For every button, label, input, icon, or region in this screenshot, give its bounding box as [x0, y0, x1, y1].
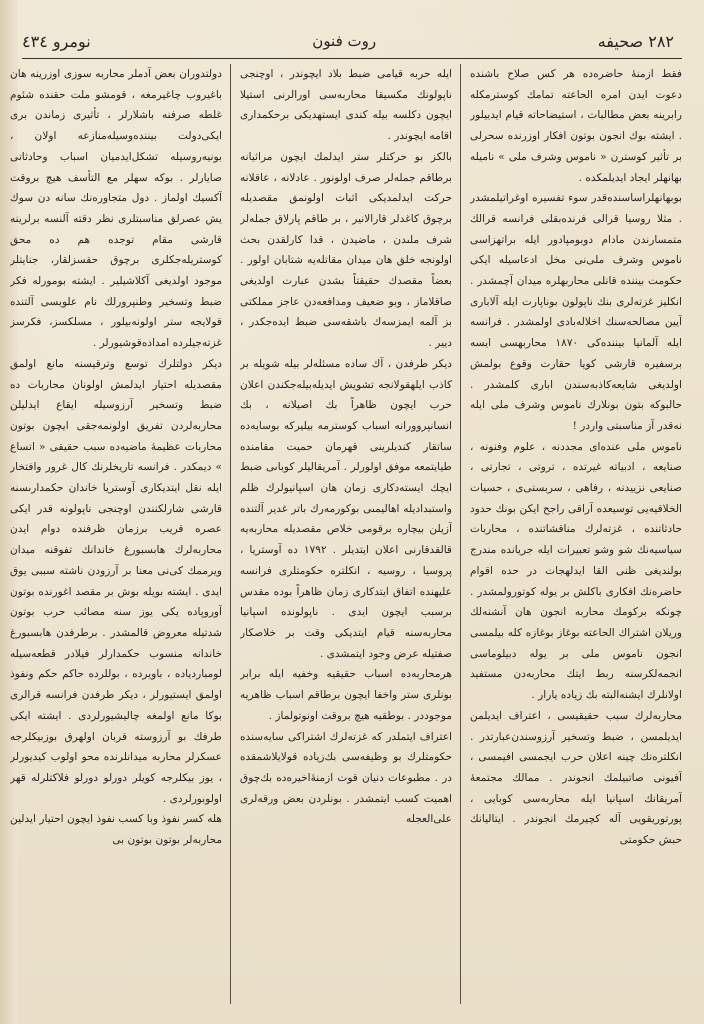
column-divider	[460, 64, 461, 1004]
text-columns	[10, 64, 682, 1004]
column-divider	[230, 64, 231, 1004]
paragraph: ديكر دولتلرك توسع وترقيسنه مانع اولمق مقصديله احتيار ايدلمش اولونان محاربات ده ضبط وتسخير آرزوسيله ايقاع ايدليلن محاربه‌لردن تفريق اولونمه‌جقى ايچون بوتون محاربات عظيمهٔ ماضيه‌ده سبب حقيقى « اتساع » ديمكدر . فرانسه تاريخلرنك كال غرور وافتخار ايله نقل ايتديكارى آوستريا خاندان حكمدارىسنه قارشى شارلكنندن اوچنجى ناپولونه قدر ايكى عصره قريب برزمان ظرفنده دوام ايدن محاربه‌لرك هابسبورغ خاندانك تفوقنه ميدان ويرممك كى‌نى معنا بر آرزودن ناشته سببى يوق ايدى . ايشته بويله بوش بر مقصد اغورنده بوتون آوروپاده يكى يوز سنه مصائب حرب بوتون شدتيله معروض قالمشدر . برطرفدن هابسبورغ خاندانه منسوب حكمدارلر فيلادر قطعه‌سيله لومباردياده ، باويرده ، بوللرده حاكم حكم ونفوذ اولمق ايستيورلر ، ديكر طرفدن فرانسه قرالرى بوكا مانع اولمغه چاليشيورلردى . ايشته ايكى طرفك بو آرزوسته قربان اولهرق بوزبيكلرجه عسكرلر محاربه ميدانلرنده محو اولوب كيديورلر ، يوز بيكلرجه كويلر دورلو دورلو فلاكتلرله قهر اولوبورلردى .	[10, 357, 222, 805]
journal-title: روت فنون	[312, 32, 377, 50]
paragraph: بالكز بو حركتلر ستر ايدلمك ايچون مراثيانه برطاقم جمله‌لر صرف اولونور . عادلانه ، عاقلانه حركت ايدلمديكى اثبات اولونمق مقصديله برچوق كاغدلر قارالانير ، بر طاقم پارلاق جمله‌لر شرف ملىدن ، ماضيدن ، قدا كارلقدن بحث اولونجه خلق هان ميدان مقاتله‌يه شتابان اولور . بعضاً مقصدك حقيقتاً بشدن عبارت اولديغى صاقلاماز ، وبو ضعيف ومدافعه‌دن عاجز مملكتى بز آلمه ايمزسه‌ك باشقه‌سى ضبط ايده‌جكدر ، ديير .	[240, 150, 452, 350]
paragraph: ديكر طرفدن ، آك ساده مسئله‌لر بيله شويله بر كاذب ايلهقولانجه تشويش ايديله‌بيله‌جكندن اعلان حرب ايچون ظاهراً بك اصيلانه ، بك انسانپروورانه اسباب كوسترمه بيليركه بوسايه‌ده ساتقار كنديلرينى قهرمان حميت مقامنده طيايتمعه موفق اولورلر . آمريقاليلر كوباىى ضبط ايچك ايسته‌دكارى زمان هان اسپانيولرك ظلم واستبداديله اهاليمىى بوكورمه‌رك باتر غدير آلتنده آزيلن بيچاره برقومى خلاص مقصديله محاربه‌يه قالقدقارنى اعلان ايتديلر . ١٧٩٢ ده آوستريا ، پروسيا ، روسيه ، انكلتره حكومتلرى فرانسه عليهنده اتفاق ايتدكارى زمان ظاهراً بوده مقدس برسبب ايچون ايدى . ناپولونده اسپانيا محاربه‌سنه قيام ايتديكى وقت بر خلاصكار صفتيله عرض وجود ايتمشدى .	[240, 357, 452, 660]
page-number: ٢٨٢ صحيفه	[597, 31, 674, 51]
paragraph: ايله حربه قيامى ضبط بلاد ايچوندر ، اوچنجى ناپولونك مكسيقا محاربه‌سى اورالرنى استيلا ايچون دكلسه بيله كندى ايستهديكى برحكمدارى اقامه ايچوندر .	[240, 68, 452, 143]
paragraph: اعتراف ايتملدر كه غزته‌لرك اشتراكى سايه‌سنده حكومتلرك بو وظيفه‌سى بك‌زياده قولايلاشمقده در . مطبوعات دنيان قوت ازمنهٔ‌اخيره‌ده بك‌چوق اهميت كسب ايتمشدر . بونلردن بعض ورقه‌لرى على‌العجله	[240, 730, 452, 826]
paragraph: هله كسر نفوذ وبا كسب نفوذ ايچون احتيار ايدلين محاربه‌لر بوتون بوتون بى	[10, 813, 222, 847]
paragraph: محاربه‌لرك سبب حقيقيسى ، اعتراف ايديلمن ايديلمسن ، ضبط وتسخير آرزوسندن‌عبارتدر . انكلتره‌نك چينه اعلان حرب ايجمسى افيمسى ، آفيونى صاتبيلمك انجوندر . ممالك مجتمعهٔ آمريقانك اسپانيا ايله محاربه‌سى كوبايى ، پورتوريقويى آله كچيرمك انجوندر . ايتاليانك حبش حكومتى	[470, 709, 682, 847]
issue-number: نومرو ٤٣٤	[22, 31, 91, 51]
header-rule	[22, 58, 682, 59]
column-right	[470, 64, 682, 1004]
column-middle	[240, 64, 452, 1004]
column-left	[10, 64, 222, 1004]
paragraph: ناموس ملى عنده‌اى مجددنه ، علوم وفنونه ، صنايعه ، ادبياته غيرتده ، تروتى ، تجارتى ، صنايعى نزييدنه ، رفاهى ، سربستى‌ى ، حسيات الخلاقيه‌يى توسيعده آراقى راجح ايكن بونك حدود حادثاتنده ، غزته‌لرك مناقشاتنده ، محاربات سياسيه‌نك شو وشو تعبيرات ايله جريانده مندرج بولنديغى ظنى القا ايدلهجات در حده اقوام حاضره‌نك افكارى با‌كلش بر يوله كوتورولمشدر . چونكه بركومك محاربه انجون هان آنشنه‌لك وريلان اشتراك الحاعته بوغاز بوغازه كله بيلمسى انجون ناموس ملى بر يوله دبيلوماسى انجمه‌لكرسنه ربط ايتك محاربه‌دن مستفيد اولانلرك ايشنه‌البته بك زياده يارار .	[470, 440, 682, 702]
paragraph: فقط ازمنهٔ حاضره‌ده هر كس صلاح باشنده دعوت ايدن امره الحاعته تمامك كوسترمكله رابرينه بعض مطالبات ، استيضاحاته قيام ايدييلور . ايشته بوك انجون بوتون افكار اوزرنده سحرلى بر تأثير كوسترن « ناموس وشرف ملى » ناميله بهانهلر ايجاد ايديلمكده .	[470, 68, 682, 184]
paragraph: دولتدوران بعض آدملر محاربه سوزى اوزرينه هان باغيروب چاغيرمغه ، قومشو ملت حقنده شئوم غلطه صرفنه باشلارلر ، تأثيرى زماندن برى ايكى‌دولت بيننده‌وسيله‌منازعه اولان ، بونيه‌روسيله تشكل‌ايدميان اسباب وحادثاتى صايارلر . بوكه سهلر مع التأسف هيچ بروقت آكسيك اولماز . دول متجاوره‌نك سانه دن سوك يش عصرلق مناسبتلرى نظر دقته آلنسه برلرينه قارشى مقام توجده هم ده محق كوستريله‌جكلرى برچوق حقسزلقار، جنايتلر موجود اولديغى آكلاشيلير . ايشته بومورله فكر ضبط وتسخير وطنپرورلك نام علويسى آلتنده قولايجه ستر اولونه‌بيلور ، مسلكسز، فكرسز غزته‌جيلرده امداده‌قوشيورلر .	[10, 68, 222, 350]
paragraph: بوبهانهلراساسنده‌قدر سوء تفسيره اوغراتيلمشدر . مثلا روسيا قرالى فرنده‌بقلى فرانسه قرالك متمسارندن مادام دوبومپادور ايله براتهزاسى ناموس وشرف ملى‌نى مخل ادعاسيله ايكى حكومت بيننده قانلى محاربهلره ميدان آچمشدر . انكليز غزته‌لرى بنك ناپولون بوناپارت ايله آلابارى آيين مصالحه‌سنك اخلاله‌بادى اولمشدر . فرانسه ايله آلمانيا بيننده‌كى ١٨٧٠ محاربهسى ايسه برسفيره قارشى كويا حقارت وقوع بولمش اولديغى شايعه‌كاذبه‌سندن ابارى كلمشدر . حالبوكه بتون بونلارك ناموس وشرف ملى ايله نه‌قدر آز مناسبتى واردر !	[470, 192, 682, 432]
page-header	[22, 24, 674, 58]
paragraph: هرمحاربه‌ده اسباب حقيقيه وخفيه ايله برابر بونلرى ستر واخفا ايچون برطاقم اسباب ظاهريه موجوددر . بوطقيه هيچ بروقت اونوتولماز .	[240, 668, 452, 722]
